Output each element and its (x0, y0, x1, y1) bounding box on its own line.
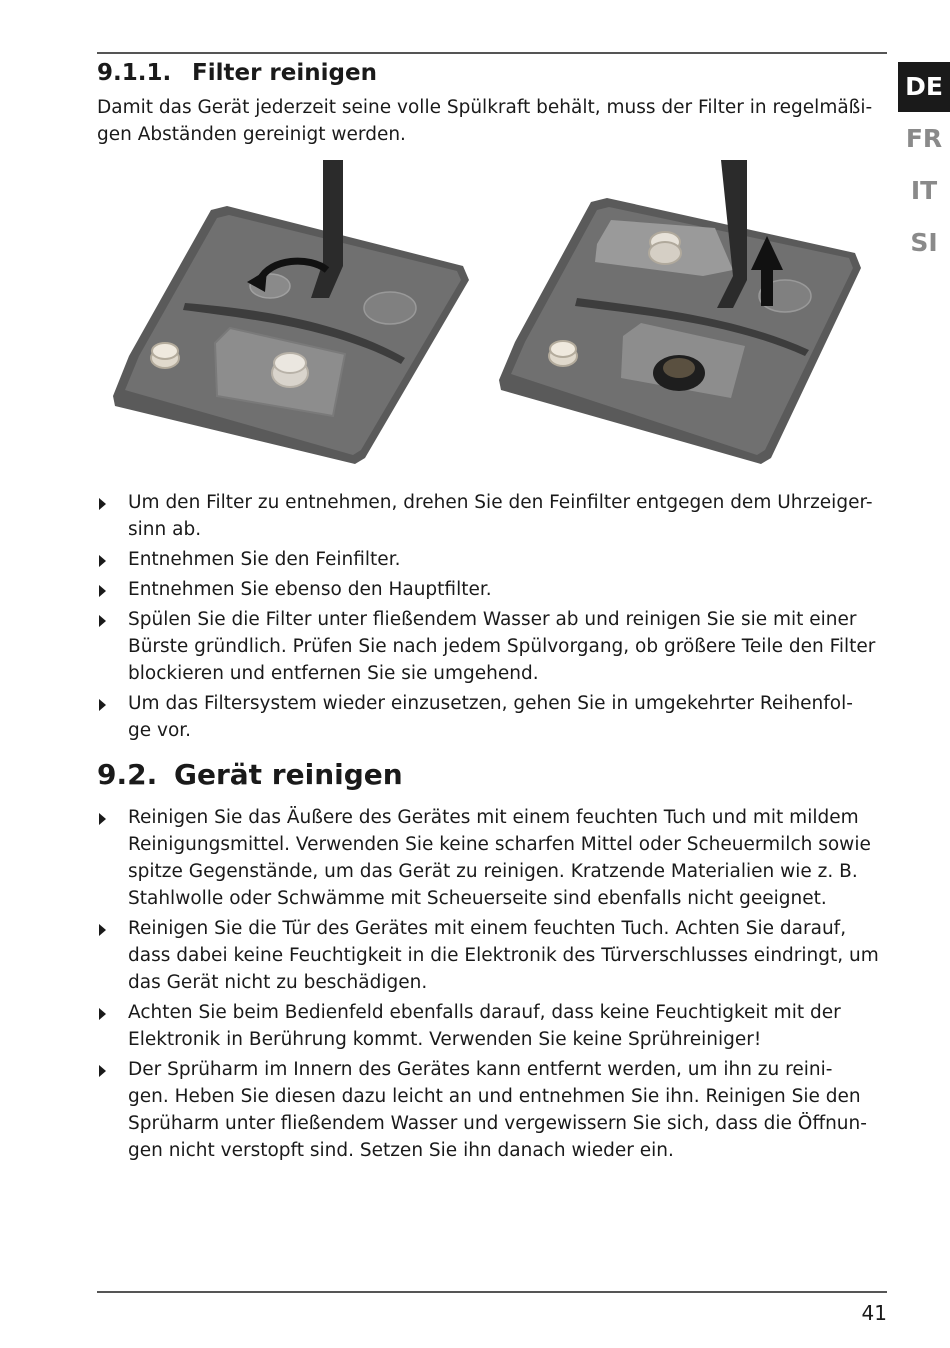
language-tab-de[interactable]: DE (898, 62, 950, 112)
bullet-arrow-icon (99, 615, 106, 627)
language-tab-fr[interactable]: FR (905, 124, 943, 153)
bullet-arrow-icon (99, 924, 106, 936)
page-number: 41 (861, 1301, 887, 1325)
filter-steps-list (97, 489, 892, 747)
list-item: Entnehmen Sie den Feinfilter. (97, 546, 892, 573)
list-item: Der Sprüharm im Innern des Gerätes kann entfernt werden, um ihn zu reini- gen. Heben Sie diesen dazu leicht an und entnehmen Sie ihn. Reinigen Sie den Sprüharm unter fließendem Wasser und vergewissern Sie sich, dass die Öffnun- gen nicht verstopft sind. Setzen Sie ihn danach wieder ein. (97, 1056, 892, 1164)
bullet-arrow-icon (99, 699, 106, 711)
device-steps-list (97, 804, 892, 1167)
bullet-arrow-icon (99, 555, 106, 567)
list-item: Reinigen Sie die Tür des Gerätes mit einem feuchten Tuch. Achten Sie darauf, dass dabei keine Feuchtigkeit in die Elektronik des Türverschlusses eindringt, um das Gerät nicht zu beschädigen. (97, 915, 892, 996)
bullet-arrow-icon (99, 813, 106, 825)
list-item: Spülen Sie die Filter unter fließendem Wasser ab und reinigen Sie sie mit einer Bürste gründlich. Prüfen Sie nach jedem Spülvorgang, ob größere Teile den Filter blockieren und entfernen Sie sie umgehend. (97, 606, 892, 687)
language-tabs (898, 62, 950, 270)
language-tab-si[interactable]: SI (910, 228, 938, 257)
bullet-arrow-icon (99, 585, 106, 597)
bullet-arrow-icon (99, 1008, 106, 1020)
filter-remove-illustration (493, 158, 868, 468)
bullet-arrow-icon (99, 1065, 106, 1077)
section-title: Gerät reinigen (174, 758, 403, 791)
top-rule (97, 52, 887, 54)
section-number: 9.1.1. (97, 60, 172, 86)
bullet-arrow-icon (99, 498, 106, 510)
list-item: Achten Sie beim Bedienfeld ebenfalls darauf, dass keine Feuchtigkeit mit der Elektronik in Berührung kommt. Verwenden Sie keine Sprühreiniger! (97, 999, 892, 1053)
intro-paragraph: Damit das Gerät jederzeit seine volle Spülkraft behält, muss der Filter in regelmäßi- gen Abständen gereinigt werden. (97, 97, 873, 145)
list-item: Um das Filtersystem wieder einzusetzen, gehen Sie in umgekehrter Reihenfol- ge vor. (97, 690, 892, 744)
filter-rotate-illustration (105, 158, 475, 468)
section-number: 9.2. (97, 758, 158, 791)
section-heading-device (97, 758, 403, 791)
list-item: Um den Filter zu entnehmen, drehen Sie den Feinfilter entgegen dem Uhrzeiger- sinn ab. (97, 489, 892, 543)
section-title: Filter reinigen (192, 60, 377, 86)
language-tab-it[interactable]: IT (910, 176, 938, 205)
list-item: Reinigen Sie das Äußere des Gerätes mit einem feuchten Tuch und mit mildem Reinigungsmittel. Verwenden Sie keine scharfen Mittel oder Scheuermilch sowie spitze Gegenstände, um das Gerät zu reinigen. Kratzende Materialien wie z. B. Stahlwolle oder Schwämme mit Scheuerseite sind ebenfalls nicht geeignet. (97, 804, 892, 912)
bottom-rule (97, 1291, 887, 1293)
section-heading-filter (97, 60, 377, 86)
list-item: Entnehmen Sie ebenso den Hauptfilter. (97, 576, 892, 603)
